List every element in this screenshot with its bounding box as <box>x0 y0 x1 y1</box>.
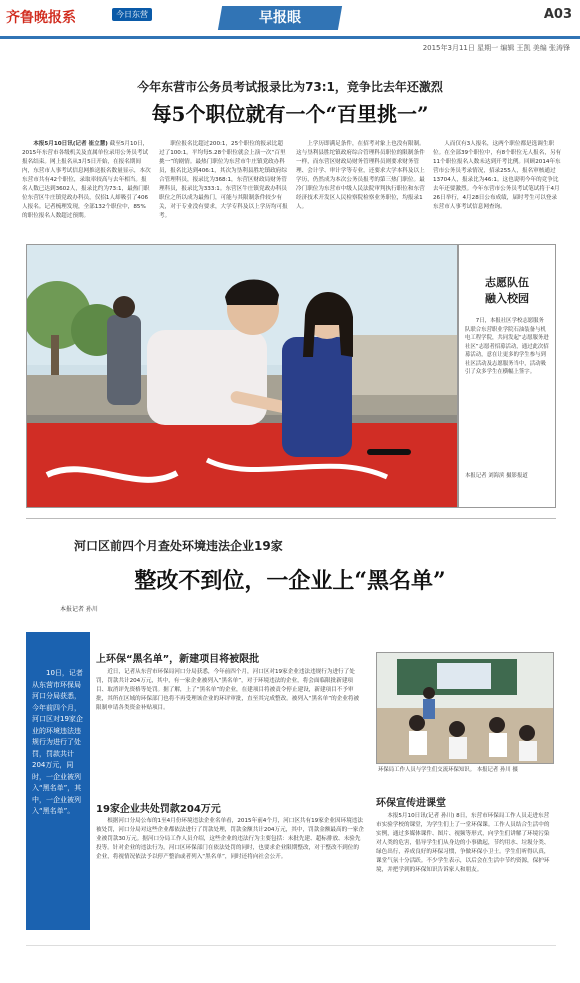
article2-subheadline: 河口区前四个月查处环境违法企业19家 <box>74 539 283 553</box>
photo-card-title-line2: 融入校园 <box>485 292 529 305</box>
classroom-photo-caption: 环保局工作人员与学生们交流环保知识。 本报记者 孙川 摄 <box>378 767 518 773</box>
article1-headline: 每5个职位就有一个“百里挑一” <box>151 102 429 126</box>
photo-card-text: 7日，本报社区学校志愿服务队联合东营职业学院石油装备与机电工程学院，共同发起“志愿服务进社区”志愿者招募活动，通过此次招募活动，意在让更多的学生参与到社区活动及志愿服务当中，活动吸引了众多学生在横幅上签字。 <box>465 318 549 375</box>
article3-text: 本报5月10日讯(记者 孙川) 8日，东营市环保局工作人员走进东营市实验学校的课堂，为学生们上了一堂环保课。工作人员结合生活中的实例，通过多媒体课件、图片、视频等形式，向学生们讲解了环境污染对人类的危害，倡导学生们从身边的小事做起，节约用水、垃圾分类、绿色出行，养成良好的环保习惯，争做环保小卫士。学生们听得认真，课堂气氛十分活跃。不少学生表示，以后会在生活中节约资源，保护环境，并把学到的环保知识告诉家人和朋友。 <box>376 813 550 873</box>
issue-meta: 2015年3月11日 星期一 编辑 王凯 美编 张涛锋 <box>422 44 570 52</box>
article1-byline: 本报5月10日讯(记者 崔立慧) <box>33 141 108 147</box>
article2-section2-heading: 19家企业共处罚款204万元 <box>96 804 221 815</box>
article1-body <box>22 140 562 236</box>
masthead-rule <box>0 36 580 39</box>
article3-heading: 环保宣传进课堂 <box>376 798 446 809</box>
classroom-photo-illustration <box>377 653 553 763</box>
photo-card-title <box>459 275 555 307</box>
section-title: 早报眼 <box>259 10 301 26</box>
volunteer-signing-photo <box>26 244 458 508</box>
article2-section1-heading: 上环保“黑名单”，新建项目将被限批 <box>96 654 260 665</box>
article1-column: 人而仅有3人报名，这两个职位都是选调生职位。在全部39个职位中，有8个职位无人报名，另有11个职位报名人数未达到开考比例。回顾2014年东营市公务员考录情况，招录255人，报名审核通过13704人，报录比为46:1。这也说明今年的竞争比去年还要激烈。今年东营市公务员考试笔试将于4月26日举行，4月28日公布成绩，届时考生可以登录东营市人事考试信息网查询。 <box>433 141 562 210</box>
newspaper-logo: 齐鲁晚报系 <box>6 10 76 26</box>
section-banner <box>218 6 342 30</box>
page-number: A03 <box>543 7 572 22</box>
article1-subheadline: 今年东营市公务员考试报录比为73:1，竞争比去年还激烈 <box>137 80 443 94</box>
classroom-photo <box>376 652 554 764</box>
photo-card-credit: 本报记者 刘海滨 摄影报道 <box>465 473 528 479</box>
photo-caption-card <box>458 244 556 508</box>
article2-section1-text: 近日，记者从东营市环保局河口分局获悉，今年前四个月，河口区对19家企业违法违规行为进行了处罚，罚款共计204万元，其中，有一家企业被列入“黑名单”，对于环境违法的企业，将会面临限批新建项目、取消评先资格等处罚。据了解，上了“黑名单”的企业，在建项目将被责令停止建设，新建项目不予审批，其所在区域的环保部门也将不再受理该企业的环评审批，直至其完成整改。被列入“黑名单”的企业将被限制申请各类资金补贴项目。 <box>96 669 360 711</box>
article1-column: 上学历即满足条件，在招考对象上也没有限制。这与垦利县胜坨镇政府综合管理科员职位的限制条件一样，而东营区财政局财务管理科员则要求财务管理、会计学、审计学等专业，还要求大学本科及以上学历，仍然成为本次公务员报考的第三热门职位。最冷门职位为东营市中级人民法院审判执行职位和东营经济技术开发区人民检察院检察业务职位，均报录1人。 <box>296 141 425 210</box>
photo-card-title-line1: 志愿队伍 <box>485 276 529 289</box>
section-divider <box>26 518 556 519</box>
footer-rule <box>26 945 556 946</box>
pull-quote-sidebar: 10日，记者从东营市环保局河口分局获悉，今年前四个月，河口区对19家企业的环境违法违规行为进行了处罚，罚款共计204万元，同时，一企业被列入“黑名单”，其中，一企业被列入“黑名单”。 <box>26 632 90 930</box>
article2-section2-text: 根据河口分局公布的1至4月份环境违法企业名单看，2015年前4个月，河口区共有19家企业因环境违法被处罚，河口分局对这些企业都依法进行了罚款处理，罚款金额共计204万元，其中，罚款金额最高的一家企业被罚款30万元。据河口分局工作人员介绍，这些企业的违法行为主要包括：未批先建、超标排放、未验先投等。针对企业的违法行为，河口区环保部门在依法处罚的同时，也要求企业限期整改，对于整改不到位的企业，将视情况依法予以停产整治或者列入“黑名单”，同时还将向社会公开。 <box>96 818 364 860</box>
article2-headline: 整改不到位，一企业上“黑名单” <box>134 568 446 594</box>
article2-byline: 本报记者 孙川 <box>60 606 98 613</box>
article1-column: 职位报名比超过200:1，25个职位的报录比超过了100:1。平均每5.28个职位就会上演一次“百里挑一”的剧情。最热门职位为东营市牛庄镇党政办科员，报名比达到406:1，其次为垦利县胜坨镇政府综合管理科员，报录比为368:1，东营区财政局财务管理科员，报录比为333:1。东营区牛庄镇党政办科员职位之所以成为最热门，可能与其限制条件较少有关，对于专业没有要求，大学专科及以上学历均可报考。 <box>159 141 288 219</box>
article1-text: 截至5月10日，2015年东营市各级机关及直属单位录用公务员考试报名结束。网上报名从3月5日开始，在报名期间内，东营市人事考试信息网推送报名数量显示，本次东营市共有42个职位，录取率较高与去年相当。报名人数已达到3602人，报录比约为73:1，最热门职位东营区牛庄镇党政办科员，仅招1人却吸引了406人报名。记者梳理发现，全部132个职位中，85%的职位报名人数超过预期。 <box>22 141 151 219</box>
volunteer-photo-illustration <box>27 245 457 507</box>
edition-tag: 今日东营 <box>112 8 152 21</box>
article1-column <box>22 140 151 236</box>
masthead <box>0 0 580 34</box>
